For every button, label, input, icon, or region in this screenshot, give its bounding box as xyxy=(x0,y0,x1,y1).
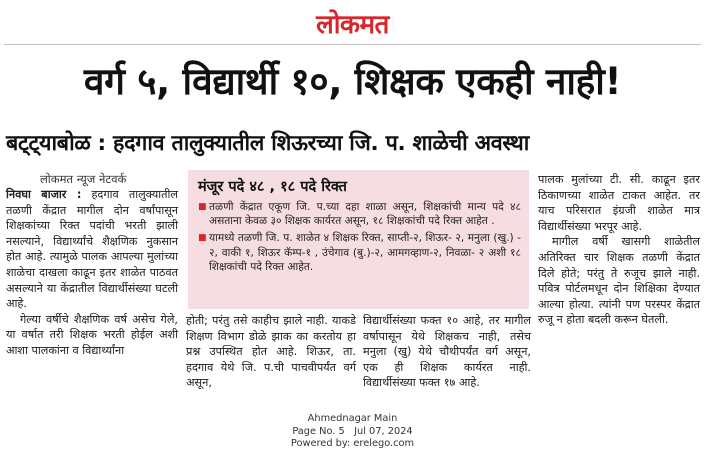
powered-by-link[interactable]: Powered by: erelego.com xyxy=(290,438,415,449)
square-bullet-icon: ■ xyxy=(198,202,207,212)
square-bullet-icon: ■ xyxy=(198,233,207,244)
page-date-label: Page No. 5 Jul 07, 2024 xyxy=(292,425,413,437)
masthead-divider xyxy=(4,44,701,45)
article-column-1 xyxy=(6,187,178,359)
byline: लोकमत न्यूज नेटवर्क xyxy=(40,172,127,186)
info-box-item-text: यामध्ये तळणी जि. प. शाळेत ४ शिक्षक रिक्त, साप्ती-२, शिऊर- २, मनुला (खु.) - २, वाकी १, शिऊर कॅम्प-१ , उंचेगाव (बु.)-२, आमगव्हाण-२, निवळा- २ अशी १८ शिक्षकांची पदे रिक्त आहेत. xyxy=(209,232,521,273)
article-subheadline: बट्ट्याबोळ : हदगाव तालुक्यातील शिऊरच्या जि. प. शाळेची अवस्था xyxy=(6,131,530,156)
edition-label: Ahmednagar Main xyxy=(307,413,398,424)
article-column-3: विद्यार्थीसंख्या फक्त १० आहे, तर मागील वर्षापासून येथे शिक्षकच नाही, तसेच मनुला (खु) येथे चौथीपर्यंत वर्ग असून, एक ही शिक्षक कार्यरत नाही. विद्यार्थीसंख्या फक्त १७ आहे. xyxy=(363,314,531,390)
info-box xyxy=(188,170,529,309)
article-column-4 xyxy=(538,172,700,328)
info-box-item xyxy=(198,231,521,274)
article-headline: वर्ग ५, विद्यार्थी १०, शिक्षक एकही नाही! xyxy=(83,60,622,103)
lokmat-logo[interactable]: लोकमत xyxy=(316,10,389,40)
info-box-title: मंजूर पदे ४८ , १८ पदे रिक्त xyxy=(198,179,347,195)
page-footer xyxy=(0,413,705,451)
paragraph-text: हदगाव तालुक्यातील तळणी केंद्रात मागील दोन वर्षांपासून शिक्षकांच्या रिक्त पदांची भरती झाली नसल्याने, विद्यार्थ्यांचे शैक्षणिक नुकसान होत आहे. त्यामुळे पालक आपल्या मुलांच्या शाळेचा दाखला काढून इतर शाळेत पाठवत असल्याने या केंद्रातील विद्यार्थीसंख्या घटली आहे. xyxy=(6,188,178,311)
paragraph: पालक मुलांच्या टी. सी. काढून इतर ठिकाणच्या शाळेत टाकत आहेत. तर याच परिसरात इंग्रजी शाळेत मात्र विद्यार्थीसंख्या भरपूर आहे. xyxy=(538,173,700,233)
paragraph: गेल्या वर्षीचे शैक्षणिक वर्ष असेच गेले, या वर्षात तरी शिक्षक भरती होईल अशी आशा पालकांना व विद्यार्थ्यांना xyxy=(6,312,178,357)
paragraph: मागील वर्षी खासगी शाळेतील अतिरिक्त चार शिक्षक तळणी केंद्रात दिले होते; परंतु ते रुजूच झाले नाही. पवित्र पोर्टलमधून दोन शिक्षिका देण्यात आल्या होत्या. त्यांनी पण परस्पर केंद्रात रुजू न होता बदली करून घेतली. xyxy=(538,235,700,327)
dateline: निवघा बाजार : xyxy=(6,188,82,201)
info-box-item xyxy=(198,200,521,228)
article-column-2: होती; परंतु तसे काहीच झाले नाही. याकडे शिक्षण विभाग डोळे झाक का करतोय हा प्रश्न उपस्थित होत आहे. शिऊर, ता. हदगाव येथे जि. प.ची पाचवीपर्यंत वर्ग असून, xyxy=(186,314,356,390)
masthead xyxy=(0,8,705,42)
info-box-item-text: तळणी केंद्रात एकूण जि. प.च्या दहा शाळा असून, शिक्षकांची मान्य पदे ४८ असताना केवळ ३० शिक्षक कार्यरत असून, १८ शिक्षकांची पदे रिक्त आहेत . xyxy=(209,201,521,228)
paragraph xyxy=(6,187,178,312)
